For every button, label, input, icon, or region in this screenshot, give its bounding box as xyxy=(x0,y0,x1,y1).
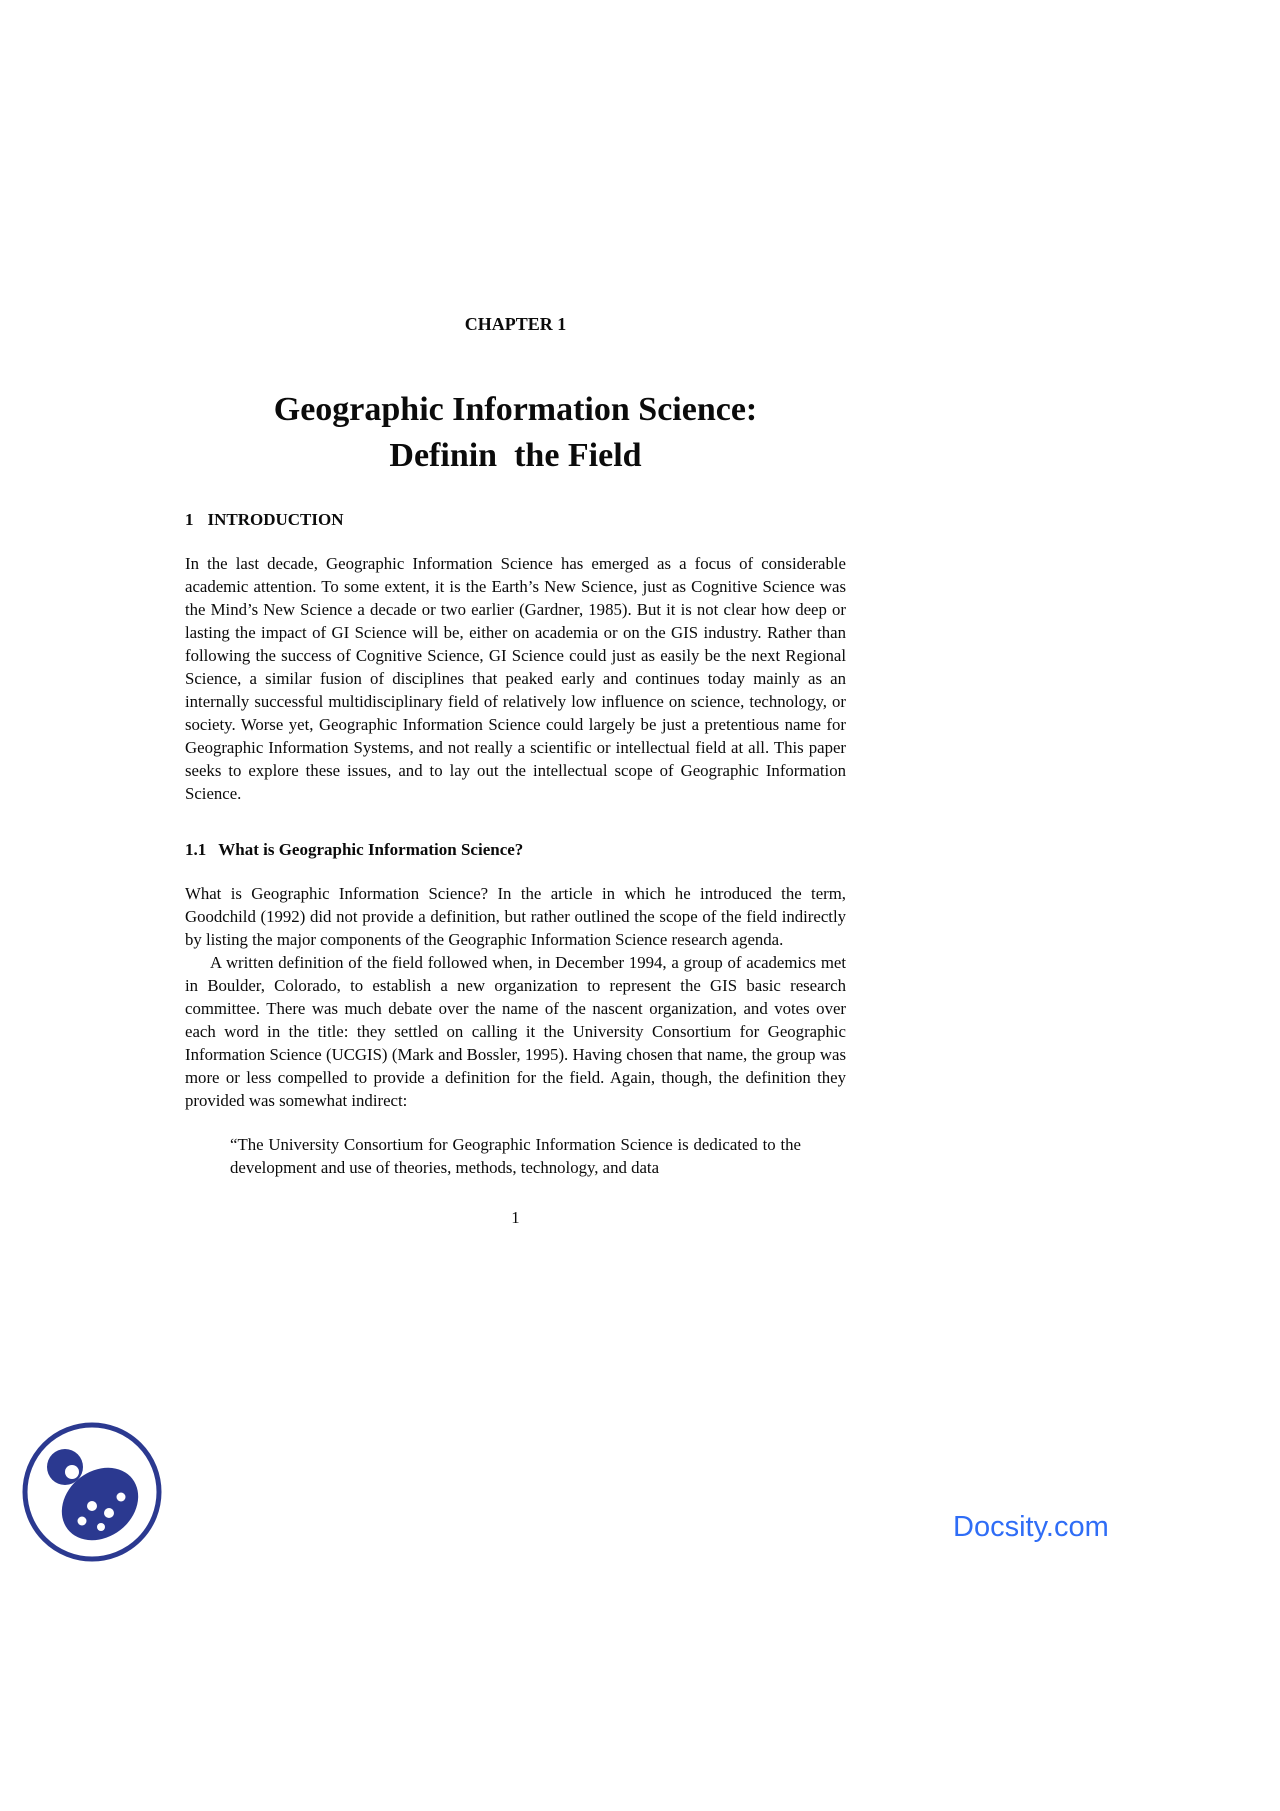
docsity-logo-icon xyxy=(20,1420,164,1564)
document-title-line-1: Geographic Information Science: xyxy=(273,391,758,428)
section-title: INTRODUCTION xyxy=(207,510,344,529)
subsection-title: What is Geographic Information Science? xyxy=(218,840,524,859)
section-heading-introduction xyxy=(185,509,846,531)
section-number: 1 xyxy=(185,510,194,529)
document-title xyxy=(185,387,846,479)
what-is-paragraph: What is Geographic Information Science? In the article in which he introduced the term, Goodchild (1992) did not provide a definition, but rather outlined the scope of the field indirectly by listing the major components of the Geographic Information Science research agenda. xyxy=(185,884,846,949)
ucgis-quote: “The University Consortium for Geographic Information Science is dedicated to the development and use of theories, methods, technology, and data xyxy=(230,1135,801,1177)
section-heading-what-is-gis xyxy=(185,839,846,861)
definition-paragraph: A written definition of the field followed when, in December 1994, a group of academics met in Boulder, Colorado, to establish a new organization to represent the GIS basic research committee. There was much debate over the name of the nascent organization, and votes over each word in the title: they settled on calling it the University Consortium for Geographic Information Science (UCGIS) (Mark and Bossler, 1995). Having chosen that name, the group was more or less compelled to provide a definition for the field. Again, though, the definition they provided was somewhat indirect: xyxy=(185,953,846,1110)
intro-paragraph: In the last decade, Geographic Information Science has emerged as a focus of considerable academic attention. To some extent, it is the Earth’s New Science, just as Cognitive Science was the Mind’s New Science a decade or two earlier (Gardner, 1985). But it is not clear how deep or lasting the impact of GI Science will be, either on academia or on the GIS industry. Rather than following the success of Cognitive Science, GI Science could just as easily be the next Regional Science, a similar fusion of disciplines that peaked early and continues today mainly as an internally successful multidisciplinary field of relatively low influence on science, technology, or society. Worse yet, Geographic Information Science could largely be just a pretentious name for Geographic Information Systems, and not really a scientific or intellectual field at all. This paper seeks to explore these issues, and to lay out the intellectual scope of Geographic Information Science. xyxy=(185,554,846,803)
subsection-number: 1.1 xyxy=(185,840,207,859)
document-title-line-2: Definin the Field xyxy=(389,437,642,474)
docsity-link[interactable]: Docsity.com xyxy=(953,1511,1109,1543)
document-page xyxy=(185,313,846,1229)
page-number: 1 xyxy=(511,1208,520,1227)
chapter-label: CHAPTER 1 xyxy=(464,314,567,334)
